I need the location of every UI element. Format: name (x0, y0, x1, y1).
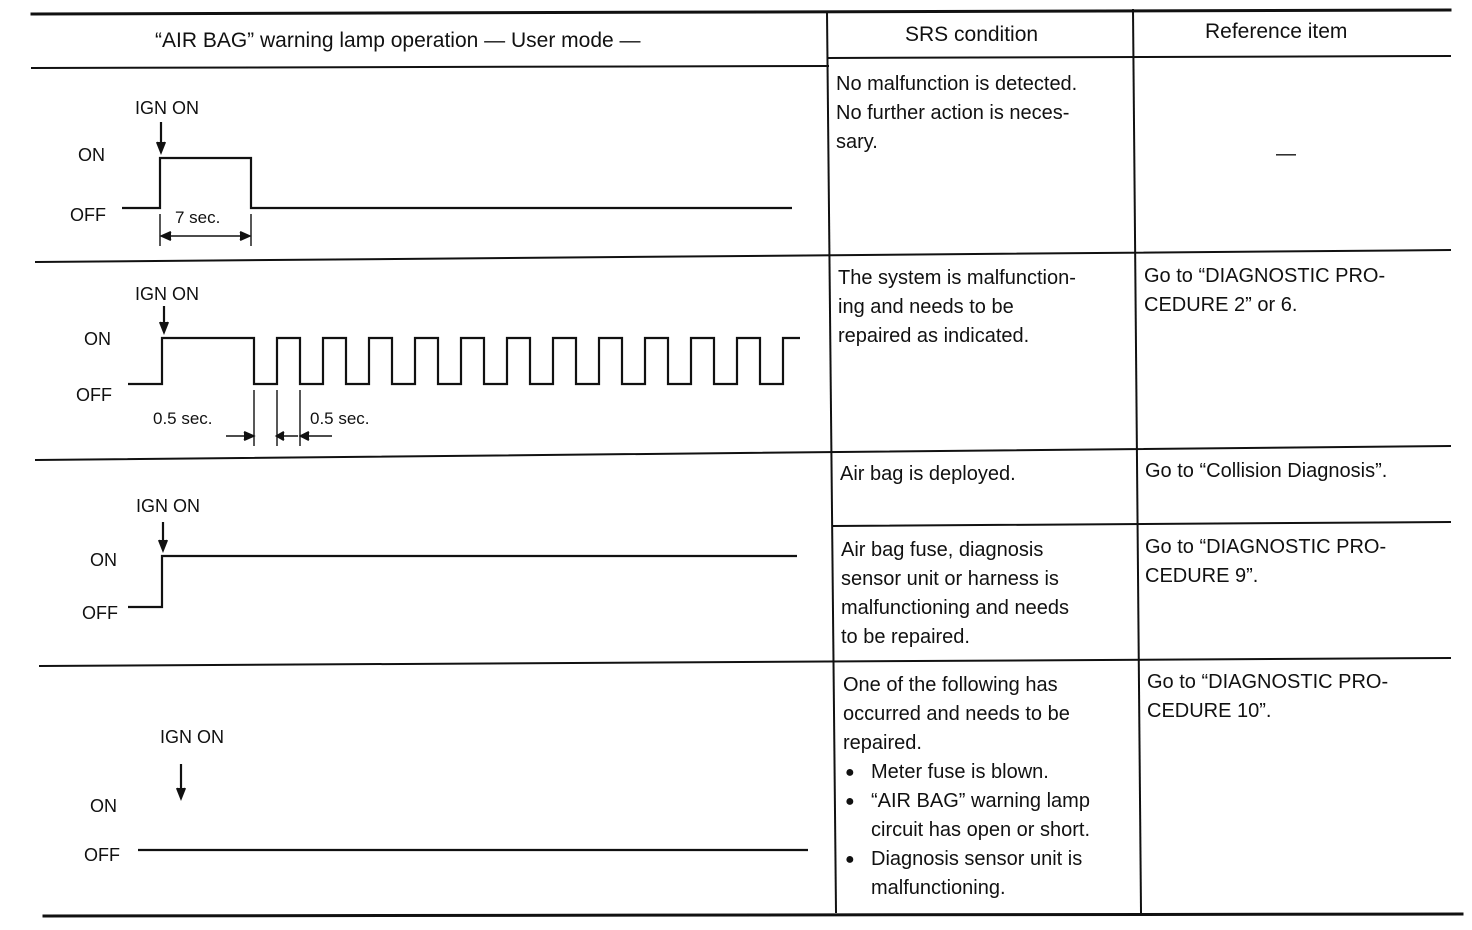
duration-7sec-label: 7 sec. (175, 208, 221, 227)
duration-half-sec-label: 0.5 sec. (153, 409, 213, 428)
bullet-item (843, 845, 1090, 903)
on-label: ON (90, 550, 117, 570)
reference-item-cell (1147, 668, 1388, 726)
ign-on-label: IGN ON (135, 284, 200, 304)
bullet-line: ● Meter fuse is blown. (871, 761, 1049, 783)
reference-line: CEDURE 9”. (1145, 565, 1259, 587)
header-reference-item: Reference item (1205, 20, 1348, 43)
condition-line: The system is malfunction- (838, 267, 1076, 289)
condition-line: sary. (836, 131, 878, 153)
bullet-line: malfunctioning. (871, 877, 1006, 899)
srs-condition-cell (838, 264, 1076, 351)
ign-on-label: IGN ON (160, 727, 225, 747)
duration-half-sec-label: 0.5 sec. (310, 409, 370, 428)
ign-on-label: IGN ON (136, 496, 201, 516)
reference-item-cell (1145, 533, 1386, 591)
reference-item-cell (1144, 262, 1385, 320)
off-label: OFF (82, 603, 118, 623)
header-operation: “AIR BAG” warning lamp operation — User mode — (155, 29, 641, 52)
bullet-list (843, 758, 1090, 903)
reference-line: Go to “DIAGNOSTIC PRO- (1147, 671, 1389, 693)
condition-line: No malfunction is detected. (836, 73, 1078, 95)
reference-line: CEDURE 10”. (1147, 700, 1272, 722)
header-srs-condition: SRS condition (905, 23, 1039, 46)
bullet-line: ● Diagnosis sensor unit is (871, 848, 1083, 870)
condition-line: One of the following has (843, 674, 1058, 696)
bullet-item (843, 758, 1090, 787)
waveform-row1 (122, 122, 792, 246)
bullet-item (843, 787, 1090, 845)
off-label: OFF (70, 205, 106, 225)
condition-line: repaired as indicated. (838, 325, 1030, 347)
reference-line: Go to “Collision Diagnosis”. (1145, 460, 1388, 482)
off-label: OFF (84, 845, 120, 865)
srs-condition-cell (843, 671, 1090, 903)
bullet-line: circuit has open or short. (871, 819, 1090, 841)
condition-line: to be repaired. (841, 626, 970, 648)
waveform-row3 (128, 522, 797, 607)
off-label: OFF (76, 385, 112, 405)
srs-condition-cell (836, 70, 1077, 157)
condition-line: Air bag fuse, diagnosis (841, 539, 1044, 561)
srs-condition-cell (840, 460, 1016, 489)
on-label: ON (84, 329, 111, 349)
on-label: ON (90, 796, 117, 816)
reference-line: Go to “DIAGNOSTIC PRO- (1145, 536, 1387, 558)
waveform-row2 (128, 306, 800, 446)
condition-line: sensor unit or harness is (841, 568, 1059, 590)
reference-line: Go to “DIAGNOSTIC PRO- (1144, 265, 1386, 287)
bullet-line: ● “AIR BAG” warning lamp (871, 790, 1090, 812)
condition-line: occurred and needs to be (843, 703, 1070, 725)
condition-line: ing and needs to be (838, 296, 1014, 318)
waveform-row4 (138, 764, 808, 850)
reference-line: CEDURE 2” or 6. (1144, 294, 1298, 316)
ign-on-label: IGN ON (135, 98, 200, 118)
on-label: ON (78, 145, 105, 165)
srs-condition-cell (841, 536, 1069, 652)
reference-item-cell (1145, 457, 1387, 486)
condition-line: Air bag is deployed. (840, 463, 1016, 485)
condition-line: repaired. (843, 732, 922, 754)
reference-item-cell: — (1276, 143, 1296, 165)
condition-line: malfunctioning and needs (841, 597, 1069, 619)
condition-line: No further action is neces- (836, 102, 1070, 124)
